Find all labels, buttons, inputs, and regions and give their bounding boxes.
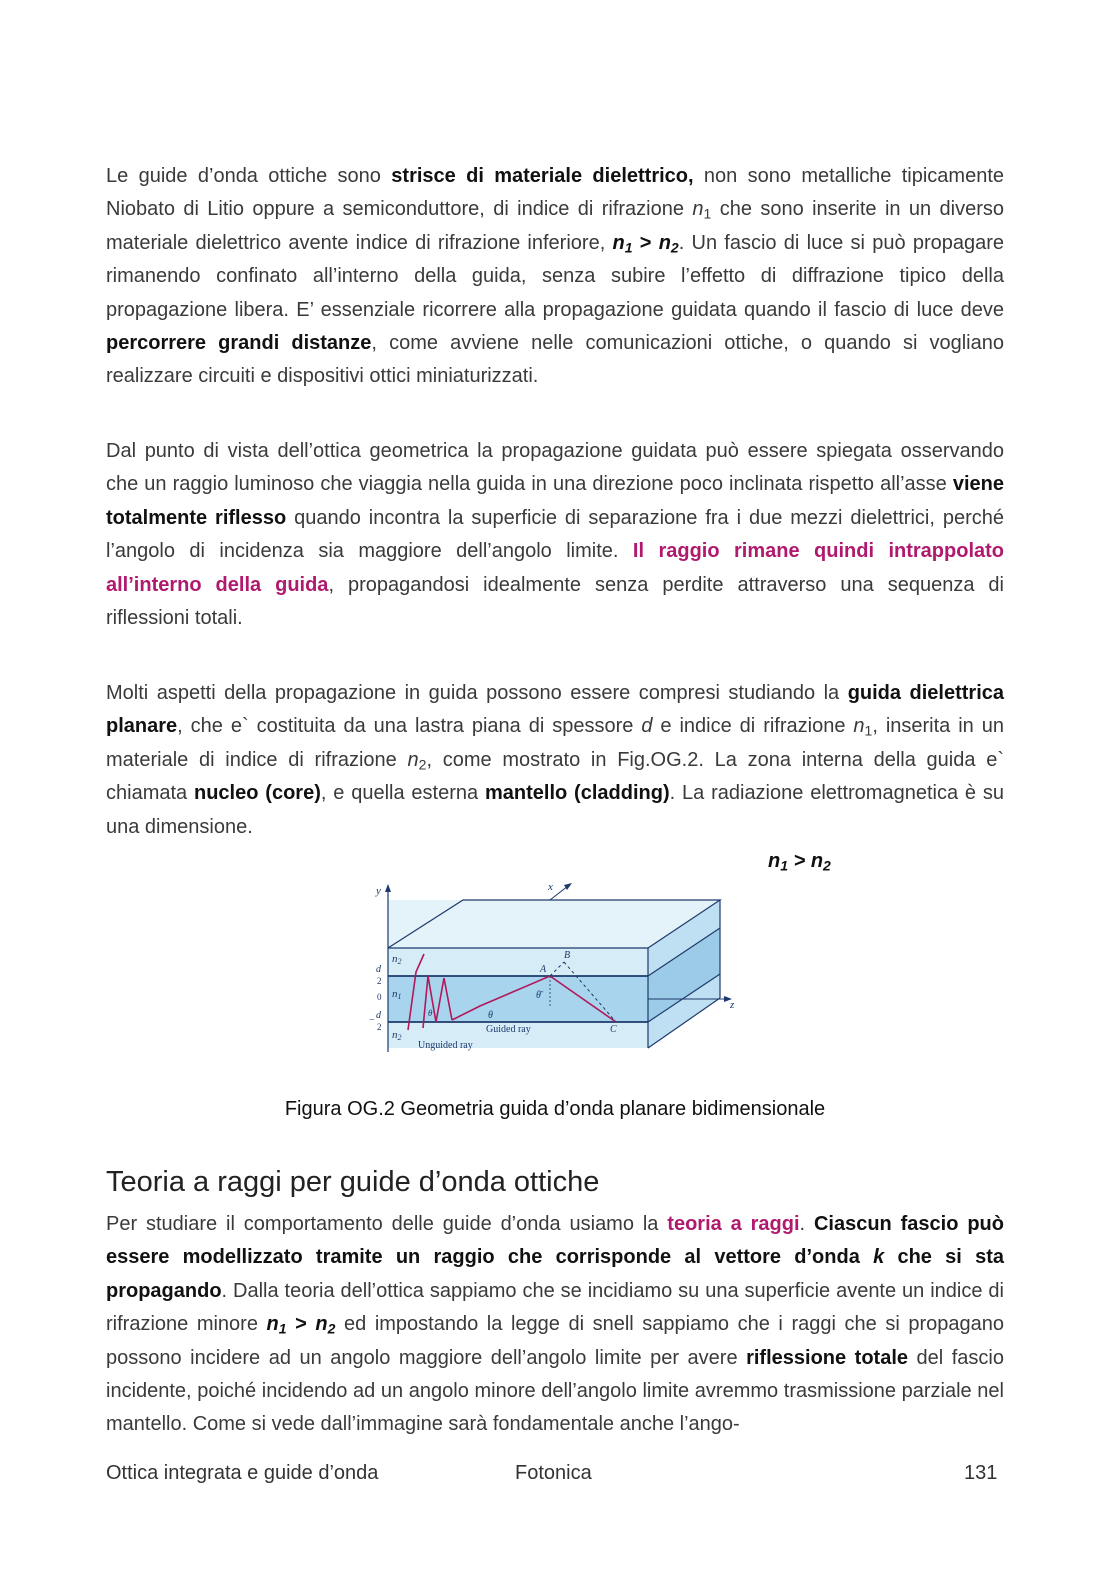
subscript: 2 [670, 239, 679, 256]
text: . [799, 1213, 814, 1235]
paragraph-ray-theory [106, 1208, 1004, 1442]
guided-ray-label: Guided ray [486, 1024, 531, 1035]
symbol-n: n [612, 231, 625, 254]
point-c-label: C [610, 1024, 617, 1035]
theta-label: θ [488, 1010, 493, 1021]
text: del fascio incidente, poiché incidendo ad un angolo minore dell’angolo limite avremmo trasmissione parziale nel mantello. Come si vede dall’immagine sarà fondamentale anche l’ango- [106, 1346, 1004, 1436]
section-title: Teoria a raggi per guide d’onda ottiche [106, 1166, 600, 1198]
n2-bottom-label: n2 [392, 1029, 402, 1042]
theta-small-label: θ [428, 1008, 433, 1018]
bold-text: percorrere grandi distanze [106, 332, 372, 355]
footer-chapter: Ottica integrata e guide d’onda [106, 1462, 379, 1484]
x-label: x [548, 881, 553, 893]
y-label: y [376, 885, 381, 897]
bold-text: Ciascun fascio può essere modellizzato tramite un raggio che corrisponde al vettore d’onda [106, 1213, 1004, 1269]
text: e indice di rifrazione [652, 715, 854, 738]
text: Per studiare il comportamento delle guide d’onda usiamo la [106, 1213, 668, 1235]
symbol-n: n [315, 1313, 328, 1336]
symbol-d: d [641, 715, 653, 738]
symbol-n: n [658, 231, 671, 254]
text: Molti aspetti della propagazione in guida possono essere compresi studiando la [106, 682, 848, 704]
subscript: 2 [418, 756, 427, 773]
d-half-top: d [376, 964, 381, 975]
subscript: 1 [278, 1320, 287, 1337]
d-half-top-denominator: 2 [377, 976, 382, 986]
point-b-label: B [564, 950, 571, 961]
text: che sono inserite in un diverso materiale dielettrico avente indice di rifrazione inferiore, [106, 198, 1004, 254]
x-axis-arrow [564, 883, 572, 890]
subscript: 1 [624, 239, 633, 256]
unguided-ray-label: Unguided ray [418, 1040, 473, 1051]
symbol-k: k [873, 1246, 885, 1269]
subscript: 1 [864, 722, 873, 739]
point-a-label: A [540, 964, 547, 975]
d-half-bottom-denominator: 2 [377, 1022, 382, 1032]
gt-sign: > [286, 1313, 316, 1336]
text: , che e` costituita da una lastra piana di spessore [177, 715, 642, 738]
minus-sign: − [369, 1015, 375, 1026]
page-number: 131 [964, 1462, 998, 1484]
n2-top-label: n2 [392, 953, 402, 966]
symbol-n: n [692, 198, 704, 221]
upper-cladding [388, 948, 648, 976]
figure-caption: Figura OG.2 Geometria guida d’onda planare bidimensionale [284, 1098, 826, 1120]
z-label: z [730, 999, 735, 1011]
theta-bar-label: θ̄ [536, 990, 541, 1001]
bold-text: nucleo (core) [194, 782, 321, 805]
paragraph-geometric-optics [106, 435, 1004, 635]
symbol-n: n [853, 715, 865, 738]
highlight-text: teoria a raggi [667, 1213, 800, 1235]
text: , propagandosi idealmente senza perdite attraverso una sequenza di riflessioni totali. [106, 573, 1004, 630]
text: , e quella esterna [320, 782, 485, 805]
text: quando incontra la superficie di separazione fra i due mezzi dielettrici, perché l’angolo di incidenza sia maggiore dell’angolo limite. [106, 506, 1004, 563]
zero-label: 0 [377, 992, 382, 1002]
bold-text: che si sta propagando [106, 1246, 1004, 1302]
bold-text: strisce di materiale dielettrico, [391, 165, 694, 187]
d-half-bottom: d [376, 1010, 381, 1021]
subscript: 1 [780, 857, 789, 874]
symbol-n: n [768, 850, 781, 872]
symbol-n: n [810, 850, 824, 872]
bold-text: riflessione totale [746, 1346, 908, 1369]
text: , come mostrato in Fig.OG.2. La zona interna della guida e` chiamata [106, 748, 1004, 805]
symbol-n: n [266, 1313, 279, 1336]
paragraph-intro [106, 160, 1004, 394]
highlight-text: Il raggio rimane quindi intrappolato all’interno della guida [106, 540, 1005, 596]
bold-text: mantello (cladding) [484, 782, 670, 805]
text: . Dalla teoria dell’ottica sappiamo che se incidiamo su una superficie avente un indice di rifrazione minore [106, 1279, 1004, 1336]
text: ed impostando la legge di snell sappiamo che i raggi che si propagano possono incidere ad un angolo maggiore dell’angolo limite per avere [106, 1313, 1004, 1369]
paragraph-planar-guide [106, 677, 1004, 844]
gt-sign: > [632, 231, 659, 254]
planar-waveguide-figure [368, 880, 748, 1060]
text: Dal punto di vista dell’ottica geometrica la propagazione guidata può essere spiegata osservando che un raggio luminoso che viaggia nella guida in una direzione poco inclinata rispetto all’asse [106, 440, 1004, 496]
index-inequality-label [768, 850, 831, 873]
text: , come avviene nelle comunicazioni ottiche, o quando si vogliano realizzare circuiti e dispositivi ottici miniaturizzati. [106, 332, 1004, 388]
subscript: 2 [823, 857, 831, 874]
gt-sign: > [788, 850, 811, 872]
text: , inserita in un materiale di indice di rifrazione [106, 715, 1004, 771]
bold-text: viene totalmente riflesso [106, 473, 1004, 529]
subscript: 2 [327, 1320, 336, 1337]
bold-text: guida dielettrica planare [106, 682, 1004, 738]
text: . La radiazione elettromagnetica è su una dimensione. [106, 782, 1004, 838]
n1-label: n1 [392, 988, 402, 1001]
symbol-n: n [407, 748, 419, 771]
text: non sono metalliche tipicamente Niobato di Litio oppure a semiconduttore, di indice di rifrazione [106, 165, 1005, 221]
text: Le guide d’onda ottiche sono [106, 165, 392, 187]
text: . Un fascio di luce si può propagare rimanendo confinato all’interno della guida, senza subire l’effetto di diffrazione tipico della propagazione libera. E’ essenziale ricorrere alla propagazione guidata quando il fascio di luce deve [106, 231, 1005, 321]
footer-course: Fotonica [515, 1462, 592, 1484]
subscript: 1 [703, 205, 712, 222]
y-axis-arrow [385, 884, 391, 892]
